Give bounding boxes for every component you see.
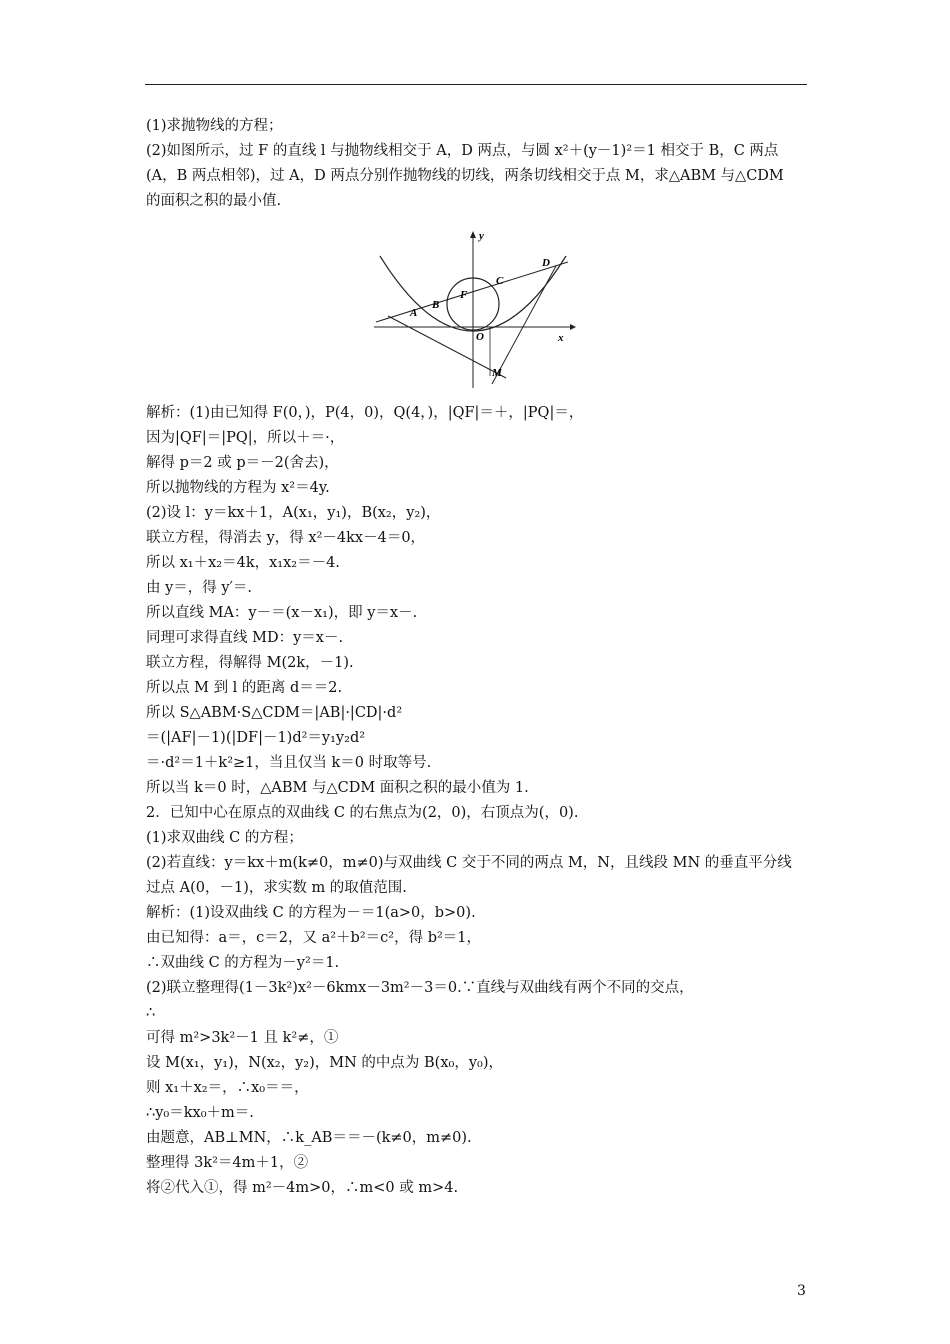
- text-line: (1)求双曲线 C 的方程；: [146, 830, 303, 846]
- text-line: 所以抛物线的方程为 x²＝4y.: [146, 480, 330, 496]
- text-line: 解析：(1)设双曲线 C 的方程为－＝1(a>0，b>0).: [146, 905, 476, 921]
- text-line: 所以当 k＝0 时，△ABM 与△CDM 面积之积的最小值为 1.: [146, 780, 529, 796]
- text-line: ＝(|AF|－1)(|DF|－1)d²＝y₁y₂d²: [146, 730, 366, 746]
- label-D: D: [542, 257, 550, 269]
- label-A: A: [410, 307, 418, 319]
- text-line: 的面积之积的最小值.: [146, 193, 282, 209]
- line-l: [376, 262, 568, 322]
- text-line: ＝·d²＝1＋k²≥1，当且仅当 k＝0 时取等号.: [146, 755, 432, 771]
- text-line: 可得 m²>3k²－1 且 k²≠，①: [146, 1030, 339, 1046]
- header-rule: [145, 84, 807, 85]
- text-line: (1)求抛物线的方程；: [146, 118, 283, 134]
- text-line: (A，B 两点相邻)，过 A，D 两点分别作抛物线的切线，两条切线相交于点 M，求△ABM 与△CDM: [146, 168, 784, 184]
- text-line: 2．已知中心在原点的双曲线 C 的右焦点为(2，0)，右顶点为(，0).: [146, 805, 579, 821]
- text-line: 因为|QF|＝|PQ|，所以＋＝·，: [146, 430, 345, 446]
- text-line: 所以 x₁＋x₂＝4k，x₁x₂＝－4.: [146, 555, 340, 571]
- text-line: ∴双曲线 C 的方程为－y²＝1.: [146, 955, 340, 971]
- label-B: B: [432, 299, 440, 311]
- text-line: 联立方程，得消去 y，得 x²－4kx－4＝0，: [146, 530, 426, 546]
- text-line: 所以点 M 到 l 的距离 d＝＝2.: [146, 680, 343, 696]
- text-line: ∴: [146, 1005, 156, 1021]
- text-line: 整理得 3k²＝4m＋1，②: [146, 1155, 309, 1171]
- text-line: (2)设 l：y＝kx＋1，A(x₁，y₁)，B(x₂，y₂)，: [146, 505, 441, 521]
- text-line: 所以直线 MA：y－＝(x－x₁)，即 y＝x－.: [146, 605, 418, 621]
- text-line: 所以 S△ABM·S△CDM＝|AB|·|CD|·d²: [146, 705, 403, 721]
- text-line: 由已知得：a＝，c＝2，又 a²＋b²＝c²，得 b²＝1，: [146, 930, 482, 946]
- text-line: 由 y＝，得 y′＝.: [146, 580, 253, 596]
- text-line: 将②代入①，得 m²－4m>0，∴m<0 或 m>4.: [146, 1180, 459, 1196]
- text-line: (2)若直线：y＝kx＋m(k≠0，m≠0)与双曲线 C 交于不同的两点 M，N，且线段 MN 的垂直平分线: [146, 855, 792, 871]
- x-axis-arrow: [570, 324, 576, 330]
- label-O: O: [476, 331, 484, 343]
- text-line: 则 x₁＋x₂＝，∴x₀＝＝，: [146, 1080, 309, 1096]
- text-line: 由题意，AB⊥MN，∴k_AB＝＝－(k≠0，m≠0).: [146, 1130, 472, 1146]
- text-line: 过点 A(0，－1)，求实数 m 的取值范围.: [146, 880, 407, 896]
- label-y: y: [479, 230, 484, 242]
- label-x: x: [558, 332, 564, 344]
- label-F: F: [460, 289, 468, 301]
- parabola-circle-figure: [368, 226, 578, 390]
- text-line: ∴y₀＝kx₀＋m＝.: [146, 1105, 254, 1121]
- text-line: (2)联立整理得(1－3k²)x²－6kmx－3m²－3＝0.∵直线与双曲线有两个不同的交点，: [146, 980, 694, 996]
- text-line: 设 M(x₁，y₁)，N(x₂，y₂)，MN 的中点为 B(x₀，y₀)，: [146, 1055, 503, 1071]
- text-line: 解得 p＝2 或 p＝－2(舍去)，: [146, 455, 339, 471]
- text-line: 联立方程，得解得 M(2k，－1).: [146, 655, 354, 671]
- label-C: C: [496, 275, 504, 287]
- text-line: 同理可求得直线 MD：y＝x－.: [146, 630, 344, 646]
- text-line: 解析：(1)由已知得 F(0，)，P(4，0)，Q(4，)，|QF|＝＋，|PQ|＝，: [146, 405, 584, 421]
- y-axis-arrow: [470, 231, 476, 238]
- text-line: (2)如图所示，过 F 的直线 l 与抛物线相交于 A，D 两点，与圆 x²＋(y－1)²＝1 相交于 B，C 两点: [146, 143, 779, 159]
- label-M: M: [492, 367, 502, 379]
- page-number: 3: [797, 1283, 806, 1299]
